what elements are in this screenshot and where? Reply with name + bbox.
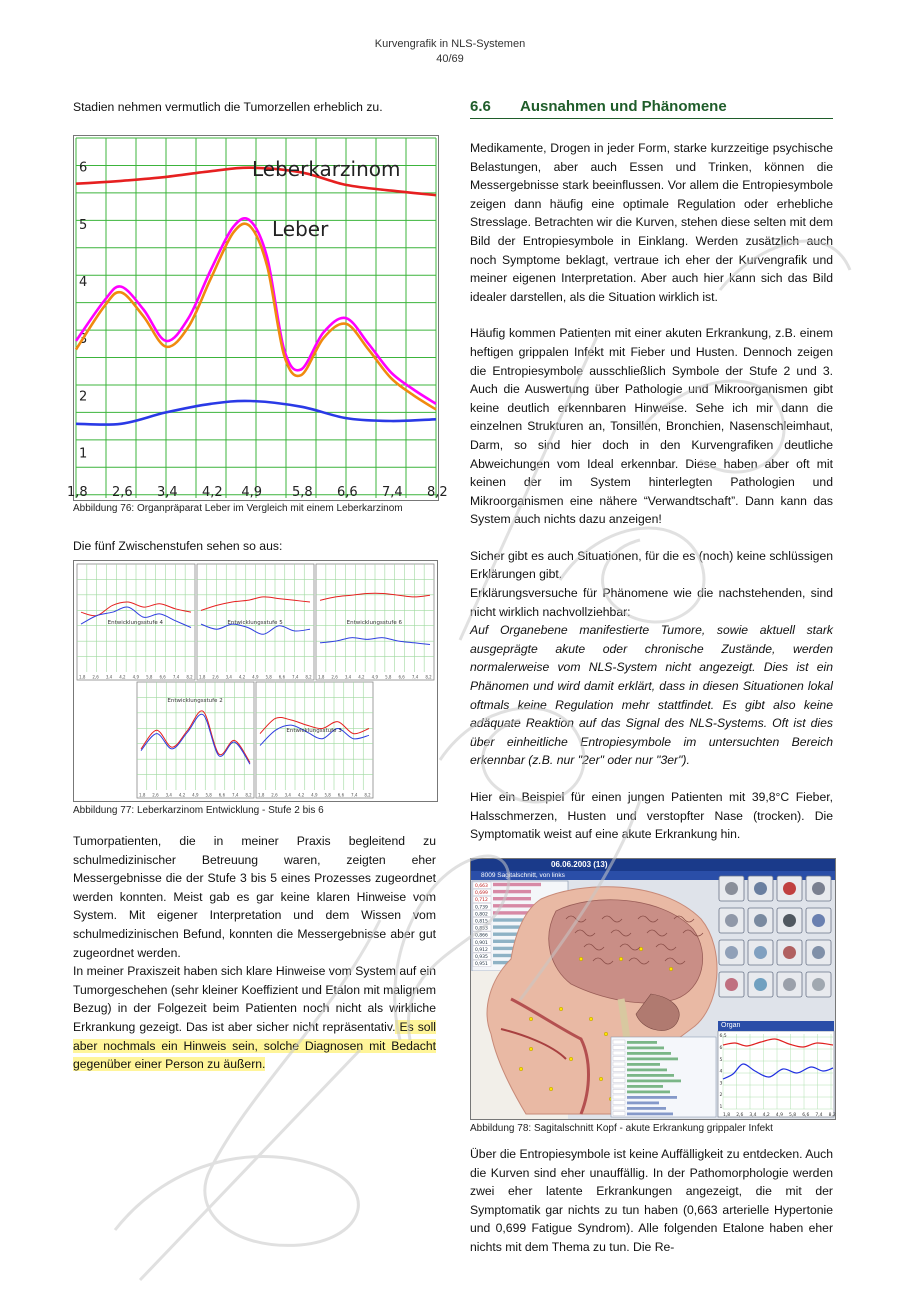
result-value-cell	[613, 1101, 625, 1105]
carcinoma-stages-charts	[74, 561, 437, 801]
organ-y-tick: 5	[719, 1057, 723, 1063]
section-heading	[470, 98, 833, 119]
panel-x-tick: 3,4	[105, 674, 113, 680]
panel-x-tick: 8,2	[186, 674, 193, 680]
panel-x-tick: 4,2	[358, 674, 365, 680]
right-paragraph-4: Hier ein Beispiel für einen jungen Patienten mit 39,8°C Fieber, Halsschmerzen, Husten und verstopfter Nase (trocken). Die Symptomatik weist auf eine akute Erkrankung hin.	[470, 790, 833, 842]
organ-x-tick: 4,2	[762, 1113, 770, 1118]
list-value: 0,802	[475, 912, 488, 918]
x-tick-label: 4,9	[241, 485, 263, 500]
tool-button-icon	[754, 914, 767, 927]
tool-button-icon	[812, 946, 825, 959]
organ-panel-label: Organ	[718, 1021, 834, 1031]
y-tick-label: 5	[79, 217, 88, 233]
x-tick-label: 6,6	[337, 485, 358, 500]
organ-x-tick: 4,9	[775, 1113, 783, 1118]
panel-x-tick: 5,8	[146, 674, 153, 680]
organ-x-tick: 5,8	[789, 1113, 797, 1118]
list-value: 0,739	[475, 905, 488, 911]
panel-x-tick: 7,4	[172, 674, 180, 680]
result-value-cell	[613, 1040, 625, 1044]
right-paragraph-3c: Auf Organebene manifestierte Tumore, sowie aktuell stark ausgeprägte akute oder chronische Zustände, werden normalerweise vom NLS-System nicht angezeigt. Dies ist ein Phänomen und wird damit erklärt, dass in diesen Situationen lokal oftmals keine Regulation mehr stattfindet. Es gibt also keine adäquate Reaktion auf das Signal des NLS-Systems. Oft ist dies über einheitliche Entropiesymbole im untersuchten Bereich erkennbar (z.B. nur "2er" oder nur "3er").	[470, 623, 833, 768]
section-number: 6.6	[470, 98, 491, 115]
result-label-bar	[627, 1080, 681, 1083]
result-label-bar	[627, 1058, 678, 1061]
panel-x-tick: 4,2	[238, 674, 246, 680]
app-date: 06.06.2003 (13)	[551, 860, 608, 869]
list-label-bar	[493, 890, 531, 893]
measurement-point	[669, 967, 673, 971]
tool-button-icon	[725, 882, 738, 895]
list-value: 0,699	[475, 891, 488, 897]
annotation-leber: Leber	[272, 217, 329, 241]
list-value: 0,951	[475, 962, 488, 968]
panel-x-tick: 3,4	[344, 674, 352, 680]
x-tick-label: 7,4	[382, 485, 403, 500]
y-tick-label: 4	[79, 274, 88, 290]
measurement-point	[549, 1087, 553, 1091]
stage-panel	[256, 682, 373, 798]
panel-x-tick: 6,6	[278, 674, 286, 680]
panel-stage-label: Entwicklungsstufe 4	[107, 620, 163, 626]
panel-x-tick: 5,8	[324, 792, 331, 798]
result-label-bar	[627, 1041, 657, 1044]
result-label-bar	[627, 1063, 660, 1066]
panel-stage-label: Entwicklungsstufe 3	[286, 728, 342, 734]
panel-x-tick: 7,4	[351, 792, 358, 798]
left-paragraph-1: Tumorpatienten, die in meiner Praxis begleitend zu schulmedizinischer Betreuung waren, zeigten eher Messergebnisse die der Stufe 3 bis 5 eines Prozesses zugeordnet werden konnten. Meist gab es gar keine klaren Hinweise vom System. Mit eigener Interpretation und dem Wissen vom schulmedizinischen Befund, konnten die Messergebnisse aber gut zugeordnet werden.	[73, 834, 436, 960]
organ-x-tick: 1,8	[723, 1113, 731, 1118]
panel-x-tick: 2,6	[271, 792, 278, 798]
result-list-panel	[611, 1037, 716, 1117]
figure-77-caption: Abbildung 77: Leberkarzinom Entwicklung - Stufe 2 bis 6	[73, 805, 324, 816]
measurement-point	[529, 1047, 533, 1051]
result-label-bar	[627, 1107, 666, 1110]
result-label-bar	[627, 1069, 667, 1072]
result-value-cell	[613, 1090, 625, 1094]
panel-stage-label: Entwicklungsstufe 5	[227, 620, 283, 626]
panel-x-tick: 5,8	[385, 674, 392, 680]
y-tick-label: 1	[79, 446, 88, 462]
list-label-bar	[493, 883, 541, 886]
list-value: 0,815	[475, 919, 488, 925]
panel-x-tick: 2,6	[152, 792, 159, 798]
list-label-bar	[493, 911, 531, 914]
x-tick-label: 5,8	[292, 485, 313, 500]
left-between: Die fünf Zwischenstufen sehen so aus:	[73, 539, 283, 553]
panel-x-tick: 1,8	[199, 674, 206, 680]
organ-y-tick: 2	[719, 1093, 723, 1099]
stage-panel	[197, 564, 314, 680]
panel-x-tick: 7,4	[411, 674, 419, 680]
y-tick-label: 6	[79, 160, 88, 176]
organ-y-tick: 6	[719, 1046, 723, 1051]
x-tick-label: 4,2	[202, 485, 223, 500]
panel-x-tick: 1,8	[318, 674, 325, 680]
result-label-bar	[627, 1113, 673, 1116]
result-label-bar	[627, 1096, 677, 1099]
figure-76-caption: Abbildung 76: Organpräparat Leber im Vergleich mit einem Leberkarzinom	[73, 503, 403, 514]
panel-x-tick: 3,4	[165, 792, 172, 798]
panel-x-tick: 4,9	[192, 792, 199, 798]
measurement-point	[529, 1017, 533, 1021]
result-label-bar	[627, 1085, 663, 1088]
tool-button-icon	[812, 882, 825, 895]
panel-x-tick: 1,8	[79, 674, 86, 680]
result-value-cell	[613, 1051, 625, 1055]
panel-x-tick: 8,2	[245, 792, 252, 798]
panel-x-tick: 4,9	[252, 674, 259, 680]
measurement-point	[579, 957, 583, 961]
organ-chart-panel	[718, 1031, 836, 1118]
tool-button-icon	[783, 882, 796, 895]
panel-x-tick: 7,4	[232, 792, 239, 798]
panel-x-tick: 2,6	[212, 674, 219, 680]
measurement-point	[599, 1077, 603, 1081]
tool-button-icon	[725, 946, 738, 959]
panel-x-tick: 5,8	[205, 792, 212, 798]
tool-button-icon	[754, 978, 767, 991]
sagittal-head-view	[471, 859, 835, 1119]
left-intro: Stadien nehmen vermutlich die Tumorzellen erheblich zu.	[73, 100, 383, 114]
result-label-bar	[627, 1091, 670, 1094]
measurement-point	[569, 1057, 573, 1061]
right-paragraph-3b: Erklärungsversuche für Phänomene wie die nachstehenden, sind nicht wirklich nachvollziehbar:	[470, 586, 833, 619]
list-value: 0,853	[475, 926, 488, 932]
result-value-cell	[613, 1106, 625, 1110]
tool-button-icon	[754, 882, 767, 895]
result-value-cell	[613, 1073, 625, 1077]
x-tick-label: 8,2	[427, 485, 448, 500]
result-value-cell	[613, 1062, 625, 1066]
organ-y-tick: 6,5	[719, 1034, 727, 1040]
result-label-bar	[627, 1074, 674, 1077]
right-paragraph-2: Häufig kommen Patienten mit einer akuten Erkrankung, z.B. einem heftigen grippalen Infekt mit Fieber und Husten. Dennoch zeigen die Entropiesymbole ausschließlich Symbole der Stufe 2 und 3. Auch die Auswertung über Pathologie und Mikroorganismen gibt keine deutlich erkennbaren Hinweise. Sehe ich mir dann die einzelnen Strukturen an, Tonsillen, Bronchien, Nasenschleimhaut, Darm, so sind hier doch in den Kurvengrafiken deutliche Abweichungen vom Ideal erkennbar. Diese haben aber oft mit keinen der im System hinterlegten Pathologien und Mikroorganismen eine nähere “Verwandtschaft”. Dann kann das System auch nichts dazu anzeigen!	[470, 326, 833, 527]
measurement-point	[589, 1017, 593, 1021]
result-value-cell	[613, 1084, 625, 1088]
result-value-cell	[613, 1112, 625, 1116]
organ-x-tick: 2,6	[736, 1113, 744, 1118]
panel-x-tick: 8,2	[425, 674, 432, 680]
x-tick-label: 1,8	[67, 485, 88, 500]
list-value: 0,663	[475, 884, 488, 889]
running-header-title: Kurvengrafik in NLS-Systemen	[374, 38, 526, 50]
stage-panel	[316, 564, 434, 680]
result-value-cell	[613, 1046, 625, 1050]
tool-button-icon	[754, 946, 767, 959]
measurement-point	[604, 1032, 608, 1036]
figure-78-caption: Abbildung 78: Sagitalschnitt Kopf - akute Erkrankung grippaler Infekt	[470, 1123, 773, 1134]
section-title: Ausnahmen und Phänomene	[520, 98, 727, 115]
result-value-cell	[613, 1095, 625, 1099]
grid	[76, 138, 436, 498]
figure-76-liver-chart	[67, 135, 448, 501]
right-paragraph-1: Medikamente, Drogen in jeder Form, starke kurzzeitige psychische Belastungen, aber auch Essen und Trinken, können die Messergebnisse stark beeinflussen. Vor allem die Entropiesymbole zeigen dann häufig eine optimale Regulation oder erhebliche Stresslage. Betrachten wir die Kurven, stehen diese selten mit dem Bild der Entropiesymbole in Einklang. Werden zusätzlich auch noch Symptome beklagt, vertraue ich eher der Kurvengrafik und meiner eigenen Interpretation. Aber auch hier kann sich das Bild idealer darstellen, als die Situation wirklich ist.	[470, 141, 833, 304]
measurement-point	[639, 947, 643, 951]
x-tick-label: 2,6	[112, 485, 133, 500]
panel-x-tick: 4,2	[119, 674, 126, 680]
panel-x-tick: 6,6	[337, 792, 345, 798]
panel-x-tick: 1,8	[258, 792, 265, 798]
panel-x-tick: 4,9	[311, 792, 318, 798]
panel-x-tick: 4,2	[297, 792, 305, 798]
tool-button-icon	[783, 978, 796, 991]
right-paragraph-5: Über die Entropiesymbole ist keine Auffälligkeit zu entdecken. Auch die Kurven sind eher unauffällig. In der Pathomorphologie werden zwei eher latente Erkrankungen angezeigt, die mit der Symptomatik gar nichts zu tun haben (0,663 arterielle Hypertonie und 0,699 Fatigue Syndrom). Alle folgenden Etalone haben eher nichts mit dem Thema zu tun. Die Re-	[470, 1147, 833, 1254]
panel-stage-label: Entwicklungsstufe 2	[167, 698, 223, 704]
list-value: 0,712	[475, 898, 488, 904]
organ-y-tick: 4	[719, 1069, 723, 1075]
right-body-top	[470, 139, 833, 844]
measurement-point	[619, 957, 623, 961]
result-label-bar	[627, 1102, 659, 1105]
organ-x-tick: 6,6	[802, 1113, 810, 1118]
tool-button-icon	[725, 978, 738, 991]
organ-x-tick: 7,4	[815, 1113, 823, 1118]
annotation-leberkarzinom: Leberkarzinom	[252, 157, 401, 181]
organ-x-tick: 3,4	[749, 1113, 757, 1118]
list-value: 0,901	[475, 940, 488, 946]
organ-chart-frame	[718, 1031, 834, 1117]
liver-vs-carcinoma-chart	[67, 136, 448, 500]
panel-x-tick: 6,6	[218, 792, 226, 798]
left-body	[73, 832, 436, 1074]
panel-x-tick: 8,2	[305, 674, 312, 680]
tool-button-icon	[783, 946, 796, 959]
organ-y-tick: 1	[719, 1105, 723, 1110]
list-value: 0,912	[475, 947, 488, 953]
panel-x-tick: 4,9	[132, 674, 140, 680]
list-value: 0,935	[475, 955, 488, 960]
app-subtitle: 8009 Sagitalschnitt, von links	[481, 872, 565, 879]
panel-x-tick: 6,6	[159, 674, 166, 680]
panel-x-tick: 8,2	[364, 792, 371, 798]
y-tick-label: 2	[79, 389, 88, 405]
result-value-cell	[613, 1079, 625, 1083]
left-paragraph-2	[73, 962, 436, 1074]
result-label-bar	[627, 1052, 671, 1055]
panel-x-tick: 6,6	[398, 674, 405, 680]
y-tick-label: 3	[79, 332, 88, 348]
tool-button-icon	[812, 914, 825, 927]
panel-x-tick: 3,4	[225, 674, 232, 680]
right-paragraph-3a: Sicher gibt es auch Situationen, für die es (noch) keine schlüssigen Erklärungen gibt.	[470, 548, 833, 582]
stage-panel	[137, 682, 254, 798]
panel-x-tick: 4,9	[371, 674, 379, 680]
highlighted-note: Es soll aber nochmals ein Hinweis sein, solche Diagnosen mit Bedacht gegenüber einer Person zu äußern.	[73, 1019, 436, 1072]
list-label-bar	[493, 897, 531, 900]
figure-77-stages	[73, 560, 438, 802]
panel-x-tick: 5,8	[265, 674, 272, 680]
organ-y-tick: 3	[719, 1081, 723, 1087]
result-value-cell	[613, 1068, 625, 1072]
page-number: 40/69	[436, 53, 464, 65]
measurement-point	[559, 1007, 563, 1011]
list-value: 0,866	[475, 933, 488, 939]
panel-x-tick: 4,2	[178, 792, 186, 798]
measurement-point	[519, 1067, 523, 1071]
figure-78-screenshot	[470, 858, 836, 1120]
panel-x-tick: 1,8	[139, 792, 146, 798]
tool-button-icon	[725, 914, 738, 927]
tool-button-icon	[783, 914, 796, 927]
stage-panel	[77, 564, 195, 680]
panel-x-tick: 2,6	[331, 674, 338, 680]
organ-x-tick: 8,2	[828, 1113, 836, 1118]
panel-x-tick: 7,4	[292, 674, 299, 680]
x-tick-label: 3,4	[157, 485, 178, 500]
tool-button-icon	[812, 978, 825, 991]
left-paragraph-2a: In meiner Praxiszeit haben sich klare Hinweise vom System auf ein Tumorgeschehen (sehr kleiner Koeffizient und Etalon mit malignem Bezug) in der Folgezeit beim Patienten noch nicht als wirkliche Erkrankung gezeigt. Das ist aber sicher nicht repräsentativ.	[73, 964, 436, 1034]
panel-stage-label: Entwicklungsstufe 6	[346, 620, 402, 626]
toolbar-grid	[719, 876, 831, 997]
result-value-cell	[613, 1057, 625, 1061]
panel-x-tick: 2,6	[92, 674, 99, 680]
result-label-bar	[627, 1047, 664, 1050]
panel-x-tick: 3,4	[284, 792, 291, 798]
